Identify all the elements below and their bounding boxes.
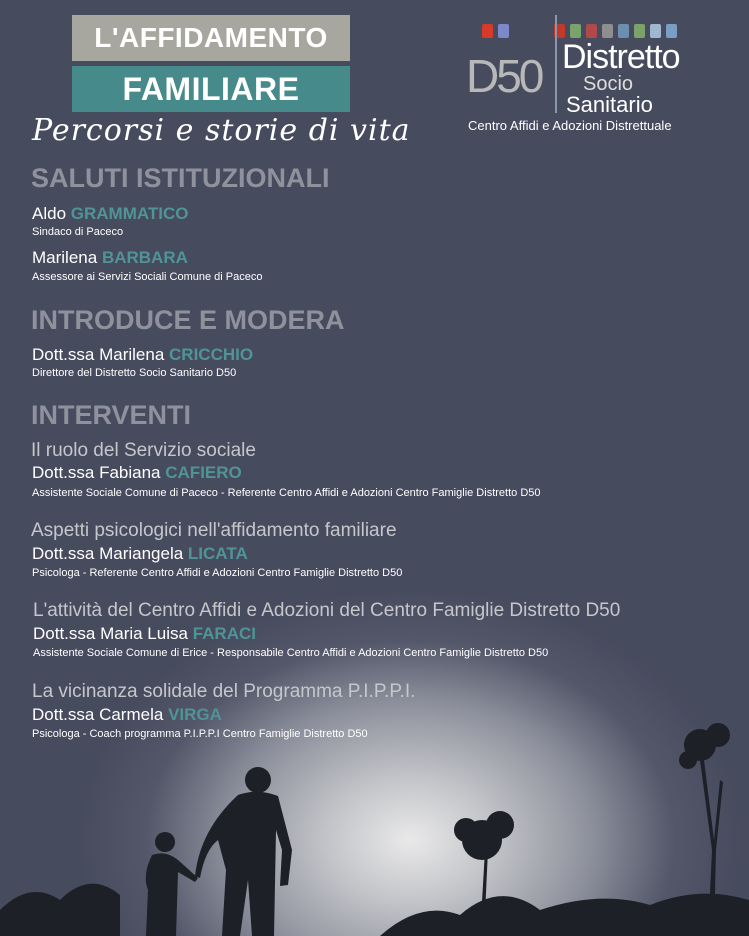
title-line-1: L'AFFIDAMENTO xyxy=(72,15,350,61)
talk-topic: Il ruolo del Servizio sociale xyxy=(31,440,256,461)
tree-foliage xyxy=(679,751,697,769)
adult-head xyxy=(245,767,271,793)
speaker-role: Direttore del Distretto Socio Sanitario D50 xyxy=(32,367,237,379)
logo-centro: Centro Affidi e Adozioni Distrettuale xyxy=(468,118,672,133)
municipal-crests xyxy=(482,24,677,38)
speaker-role: Psicologa - Coach programma P.I.P.P.I Centro Famiglie Distretto D50 xyxy=(32,728,368,740)
speaker-name: Dott.ssa Maria Luisa FARACI xyxy=(33,624,256,643)
child-body xyxy=(146,853,198,936)
subtitle: Percorsi e storie di vita xyxy=(32,113,411,148)
speaker-name: Dott.ssa Carmela VIRGA xyxy=(32,705,222,724)
speaker-role: Assistente Sociale Comune di Erice - Responsabile Centro Affidi e Adozioni Centro Famiglie Distretto D50 xyxy=(33,647,549,659)
speaker-name: Aldo GRAMMATICO xyxy=(32,204,189,223)
logo-socio: Socio xyxy=(583,73,634,95)
crest-icon xyxy=(586,24,597,38)
section-heading-interventi: INTERVENTI xyxy=(31,400,192,430)
bush-left xyxy=(0,884,120,936)
speaker-name: Dott.ssa Marilena CRICCHIO xyxy=(32,345,254,364)
crest-icon xyxy=(602,24,613,38)
crest-icon xyxy=(482,24,493,38)
tree-foliage xyxy=(454,818,478,842)
speaker-name: Dott.ssa Mariangela LICATA xyxy=(32,544,248,563)
section-heading-saluti: SALUTI ISTITUZIONALI xyxy=(31,163,330,193)
child-head xyxy=(155,832,175,852)
speaker-name: Dott.ssa Fabiana CAFIERO xyxy=(32,463,242,482)
crest-icon xyxy=(570,24,581,38)
speaker-role: Sindaco di Paceco xyxy=(32,226,124,238)
crest-icon xyxy=(666,24,677,38)
logo-divider xyxy=(555,15,557,113)
tree-foliage xyxy=(706,723,730,747)
section-heading-modera: INTRODUCE E MODERA xyxy=(31,305,345,335)
d50-logo-text: D50 xyxy=(466,50,542,102)
talk-topic: La vicinanza solidale del Programma P.I.P.P.I. xyxy=(32,681,416,702)
crest-icon xyxy=(634,24,645,38)
title-line-2: FAMILIARE xyxy=(72,66,350,112)
speaker-role: Assessore ai Servizi Sociali Comune di Paceco xyxy=(32,271,263,283)
crest-icon xyxy=(650,24,661,38)
talk-topic: L'attività del Centro Affidi e Adozioni del Centro Famiglie Distretto D50 xyxy=(33,600,621,621)
silhouette-parent-child-image xyxy=(0,700,749,936)
talk-topic: Aspetti psicologici nell'affidamento familiare xyxy=(31,520,397,541)
speaker-name: Marilena BARBARA xyxy=(32,248,188,267)
speaker-role: Assistente Sociale Comune di Paceco - Referente Centro Affidi e Adozioni Centro Famiglie Distretto D50 xyxy=(32,487,541,499)
logo-sanitario: Sanitario xyxy=(566,92,653,117)
crest-icon xyxy=(618,24,629,38)
bush-right xyxy=(380,894,749,936)
logo-distretto: Distretto xyxy=(562,38,680,76)
adult-body xyxy=(195,792,292,936)
tree-foliage xyxy=(486,811,514,839)
crest-icon xyxy=(498,24,509,38)
speaker-role: Psicologa - Referente Centro Affidi e Adozioni Centro Famiglie Distretto D50 xyxy=(32,567,403,579)
